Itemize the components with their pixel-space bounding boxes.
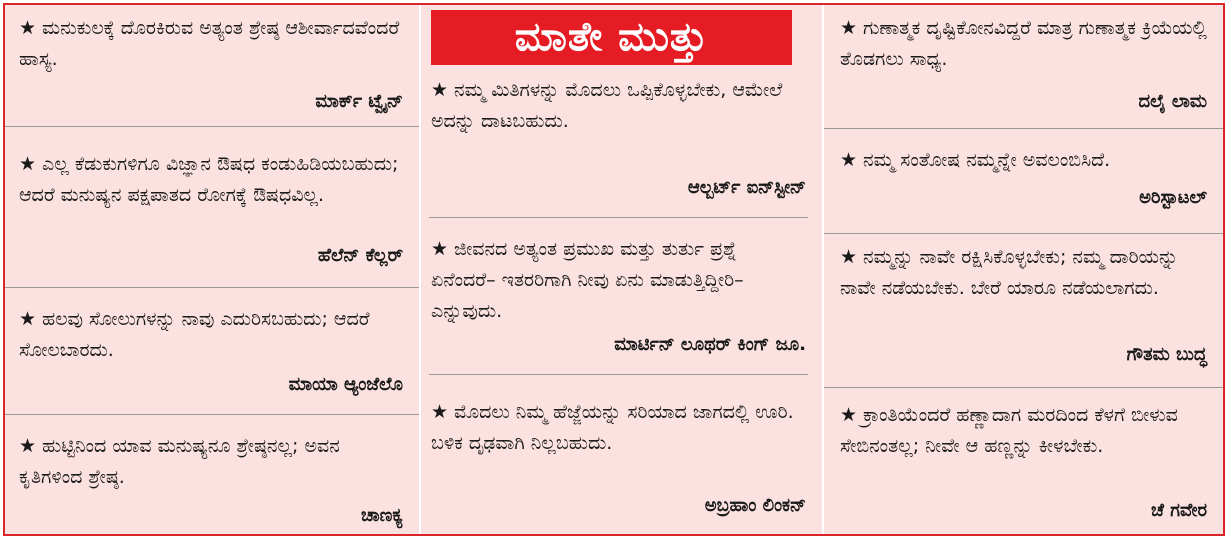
quote-text: ನಮ್ಮ ಸಂತೋಷ ನಮ್ಮನ್ನೇ ಅವಲಂಬಿಸಿದೆ.: [863, 149, 1111, 171]
quote-card: [421, 375, 822, 536]
star-icon: ★: [840, 404, 858, 426]
quote-card: [824, 234, 1223, 387]
quote-card: [5, 5, 419, 126]
star-icon: ★: [431, 238, 449, 260]
quote-author: ಮಾಯಾ ಆ್ಯಂಜೆಲೊ: [288, 374, 403, 395]
star-icon: ★: [19, 308, 37, 330]
quote-author: ಚೆ ಗವೇರ: [1150, 500, 1207, 521]
star-icon: ★: [19, 17, 37, 39]
quote-card: [824, 5, 1223, 128]
quote-author: ಗೌತಮ ಬುದ್ಧ: [1126, 344, 1207, 365]
quote-author: ಮಾರ್ಕ್ ಟ್ವೈನ್: [315, 91, 403, 112]
quote-text: ಹುಟ್ಟಿನಿಂದ ಯಾವ ಮನುಷ್ಯನೂ ಶ್ರೇಷ್ಠನಲ್ಲ; ಅವನ ಕೃತಿಗಳಿಂದ ಶ್ರೇಷ್ಠ.: [19, 435, 340, 488]
star-icon: ★: [19, 153, 37, 175]
quote-author: ಅಬ್ರಹಾಂ ಲಿಂಕನ್: [704, 495, 806, 516]
quote-text: ಮೊದಲು ನಿಮ್ಮ ಹೆಜ್ಜೆಯನ್ನು ಸರಿಯಾದ ಜಾಗದಲ್ಲಿ ಊರಿ. ಬಳಿಕ ದೃಢವಾಗಿ ನಿಲ್ಲಬಹುದು.: [431, 401, 794, 454]
quotes-panel: [3, 3, 1225, 536]
quote-card: [824, 388, 1223, 536]
quote-card: [824, 129, 1223, 233]
quote-author: ದಲೈ ಲಾಮ: [1138, 91, 1207, 112]
star-icon: ★: [840, 149, 858, 171]
quote-card: [5, 288, 419, 414]
star-icon: ★: [431, 79, 449, 101]
quote-card: [5, 127, 419, 287]
left-column: [5, 5, 419, 534]
quote-author: ಚಾಣಕ್ಯ: [361, 505, 403, 526]
middle-column: [421, 5, 822, 534]
quote-author: ಮಾರ್ಟಿನ್ ಲೂಥರ್ ಕಿಂಗ್ ಜೂ.: [614, 334, 806, 355]
quote-card: [421, 65, 822, 217]
quote-text: ಎಲ್ಲ ಕೆಡುಕುಗಳಿಗೂ ವಿಜ್ಞಾನ ಔಷಧ ಕಂಡುಹಿಡಿಯಬಹುದು; ಆದರೆ ಮನುಷ್ಯನ ಪಕ್ಷಪಾತದ ರೋಗಕ್ಕೆ ಔಷಧವಿಲ್ಲ.: [19, 153, 399, 206]
quote-text: ನಮ್ಮನ್ನು ನಾವೇ ರಕ್ಷಿಸಿಕೊಳ್ಳಬೇಕು; ನಮ್ಮ ದಾರಿಯನ್ನು ನಾವೇ ನಡೆಯಬೇಕು. ಬೇರೆ ಯಾರೂ ನಡೆಯಲಾಗದು.: [840, 246, 1179, 299]
quote-author: ಅರಿಸ್ಟಾಟಲ್: [1139, 187, 1207, 208]
quote-text: ನಮ್ಮ ಮಿತಿಗಳನ್ನು ಮೊದಲು ಒಪ್ಪಿಕೊಳ್ಳಬೇಕು, ಆಮೇಲೆ ಅದನ್ನು ದಾಟಬಹುದು.: [431, 79, 783, 132]
star-icon: ★: [840, 17, 858, 39]
quote-card: [5, 415, 419, 536]
star-icon: ★: [840, 246, 858, 268]
quote-text: ಜೀವನದ ಅತ್ಯಂತ ಪ್ರಮುಖ ಮತ್ತು ತುರ್ತು ಪ್ರಶ್ನೆ ಏನೆಂದರೆ– ಇತರರಿಗಾಗಿ ನೀವು ಏನು ಮಾಡುತ್ತಿದ್ದೀರಿ– ಎನ್ನುವುದು.: [431, 238, 744, 322]
right-column: [824, 5, 1223, 534]
quote-text: ಕ್ರಾಂತಿಯೆಂದರೆ ಹಣ್ಣಾದಾಗ ಮರದಿಂದ ಕೆಳಗೆ ಬೀಳುವ ಸೇಬಿನಂತಲ್ಲ; ನೀವೇ ಆ ಹಣ್ಣನ್ನು ಕೀಳಬೇಕು.: [840, 404, 1178, 457]
quote-text: ಹಲವು ಸೋಲುಗಳನ್ನು ನಾವು ಎದುರಿಸಬಹುದು; ಆದರೆ ಸೋಲಬಾರದು.: [19, 308, 370, 361]
star-icon: ★: [431, 401, 449, 423]
quote-author: ಆಲ್ಬರ್ಟ್ ಐನ್‌ಸ್ಟೀನ್: [687, 177, 806, 198]
quote-card: [421, 218, 822, 374]
quote-text: ಗುಣಾತ್ಮಕ ದೃಷ್ಟಿಕೋನವಿದ್ದರೆ ಮಾತ್ರ ಗುಣಾತ್ಮಕ ಕ್ರಿಯೆಯಲ್ಲಿ ತೊಡಗಲು ಸಾಧ್ಯ.: [840, 17, 1207, 70]
star-icon: ★: [19, 435, 37, 457]
quote-text: ಮನುಕುಲಕ್ಕೆ ದೊರಕಿರುವ ಅತ್ಯಂತ ಶ್ರೇಷ್ಠ ಆಶೀರ್ವಾದವೆಂದರೆ ಹಾಸ್ಯ.: [19, 17, 400, 70]
quote-author: ಹೆಲೆನ್ ಕೆಲ್ಲರ್: [317, 245, 403, 266]
banner-title: ಮಾತೇ ಮುತ್ತು: [431, 10, 792, 65]
